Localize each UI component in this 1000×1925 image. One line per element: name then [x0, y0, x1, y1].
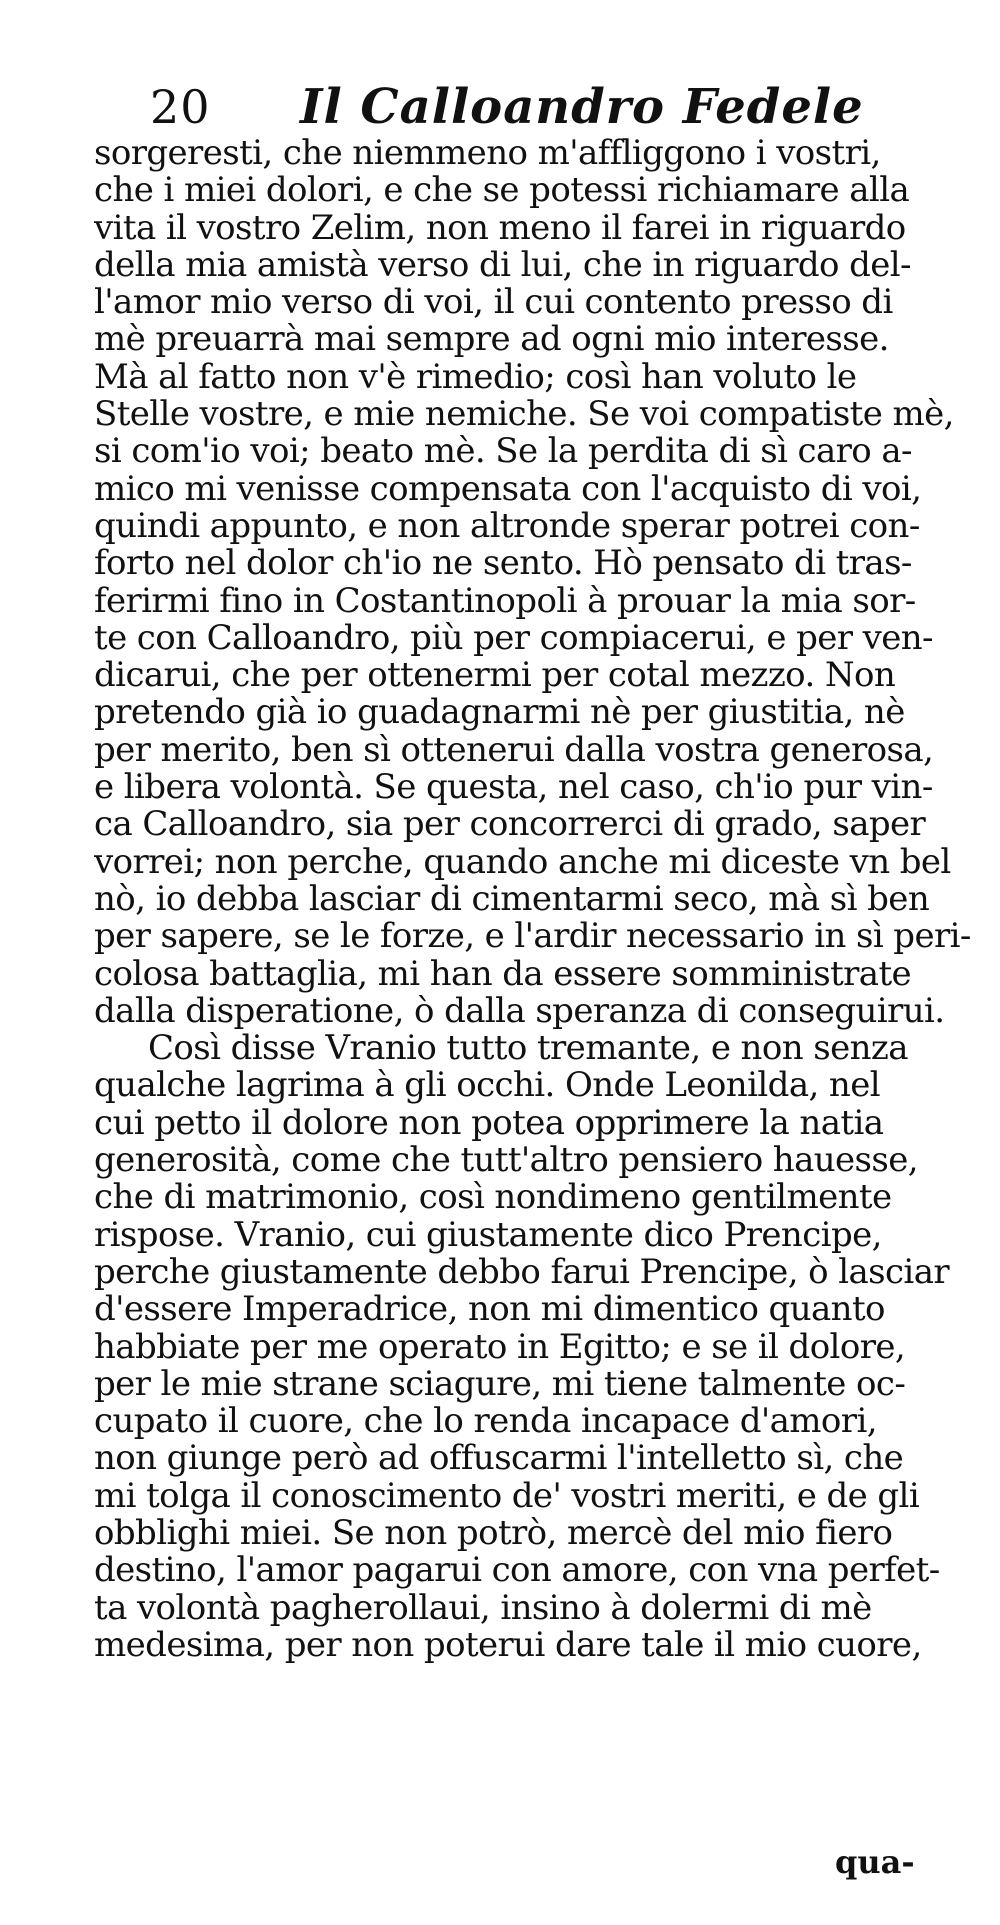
text-line: rispose. Vranio, cui giustamente dico Prencipe,	[94, 1216, 882, 1254]
text-line: cui petto il dolore non potea opprimere la natia	[94, 1104, 884, 1143]
page-number: 20	[150, 80, 211, 134]
text-line: Mà al fatto non v'è rimedio; così han voluto le	[94, 358, 857, 397]
text-line: pretendo già io guadagnarmi nè per giustitia, nè	[94, 694, 905, 732]
text-line: l'amor mio verso di voi, il cui contento presso di	[94, 284, 893, 322]
text-line: si com'io voi; beato mè. Se la perdita di sì caro a-	[94, 433, 912, 471]
text-line: Stelle vostre, e mie nemiche. Se voi compatiste mè,	[94, 396, 954, 434]
text-line: dalla disperatione, ò dalla speranza di conseguirui.	[94, 992, 945, 1031]
catchword: qua-	[835, 1843, 915, 1881]
text-line: dicarui, che per ottenermi per cotal mezzo. Non	[94, 657, 896, 695]
text-line: che di matrimonio, così nondimeno gentilmente	[94, 1179, 892, 1217]
text-line: e libera volontà. Se questa, nel caso, ch'io pur vin-	[94, 769, 933, 807]
text-line: destino, l'amor pagarui con amore, con vna perfet-	[94, 1552, 940, 1590]
text-line: vita il vostro Zelim, non meno il farei in riguardo	[94, 209, 906, 247]
text-line: medesima, per non poterui dare tale il mio cuore,	[94, 1626, 922, 1665]
running-title: Il Calloandro Fedele	[300, 79, 864, 135]
text-line: mico mi venisse compensata con l'acquisto di voi,	[94, 470, 922, 508]
text-line: ta volontà pagherollaui, insino à dolermi di mè	[94, 1589, 872, 1627]
text-line: perche giustamente debbo farui Prencipe, ò lasciar	[94, 1253, 950, 1292]
text-line: qualche lagrima à gli occhi. Onde Leonilda, nel	[94, 1067, 880, 1105]
text-line: obblighi miei. Se non potrò, mercè del mio fiero	[94, 1514, 893, 1553]
text-line: ferirmi fino in Costantinopoli à prouar la mia sor-	[94, 582, 916, 620]
text-line: generosità, come che tutt'altro pensiero hauesse,	[94, 1142, 918, 1180]
text-line: colosa battaglia, mi han da essere somministrate	[94, 955, 912, 993]
text-line: forto nel dolor ch'io ne sento. Hò pensato di tras-	[94, 545, 912, 583]
text-line: cupato il cuore, che lo renda incapace d'amori,	[94, 1403, 877, 1441]
text-line: nò, io debba lasciar di cimentarmi seco, mà sì ben	[94, 880, 930, 919]
text-line: per le mie strane sciagure, mi tiene talmente oc-	[94, 1365, 906, 1404]
text-line: Così disse Vranio tutto tremante, e non senza	[148, 1030, 908, 1068]
text-line: te con Calloandro, più per compiacerui, e per ven-	[94, 619, 933, 658]
text-line: ca Calloandro, sia per concorrerci di grado, saper	[94, 806, 926, 844]
body-text	[94, 135, 974, 1664]
text-line: non giunge però ad offuscarmi l'intelletto sì, che	[94, 1440, 904, 1478]
text-line: quindi appunto, e non altronde sperar potrei con-	[94, 507, 920, 546]
text-line: della mia amistà verso di lui, che in riguardo del-	[94, 246, 911, 285]
text-line: sorgeresti, che niemmeno m'affliggono i vostri,	[94, 135, 881, 173]
text-line: habbiate per me operato in Egitto; e se il dolore,	[94, 1328, 906, 1366]
text-line: che i miei dolori, e che se potessi richiamare alla	[94, 172, 910, 210]
text-line: per sapere, se le forze, e l'ardir necessario in sì peri-	[94, 918, 971, 956]
text-line: vorrei; non perche, quando anche mi diceste vn bel	[94, 843, 951, 881]
text-line: mi tolga il conoscimento de' vostri meriti, e de gli	[94, 1477, 920, 1515]
text-line: d'essere Imperadrice, non mi dimentico quanto	[94, 1291, 885, 1329]
text-line: per merito, ben sì ottenerui dalla vostra generosa,	[94, 731, 934, 770]
text-line: mè preuarrà mai sempre ad ogni mio interesse.	[94, 321, 889, 359]
page-header	[150, 72, 864, 142]
